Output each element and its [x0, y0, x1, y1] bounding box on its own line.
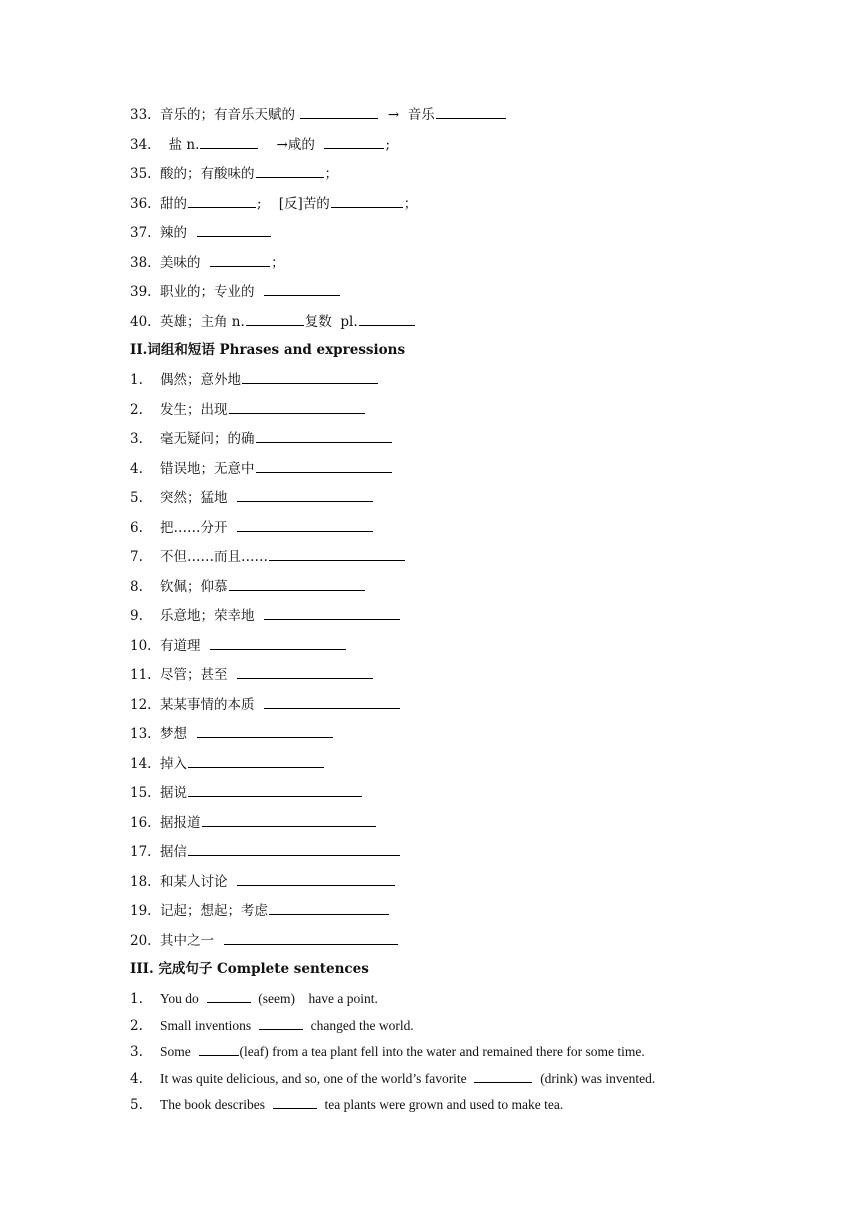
- section-3-heading: III. 完成句子 Complete sentences: [130, 961, 369, 977]
- item-number: 35.: [130, 166, 152, 182]
- answer-blank[interactable]: [237, 664, 373, 679]
- item-text: 复数 pl.: [304, 313, 358, 330]
- item-text: 据报道: [160, 814, 201, 831]
- answer-blank[interactable]: [188, 193, 256, 208]
- item-text: 不但……而且……: [160, 549, 268, 565]
- answer-blank[interactable]: [224, 930, 398, 945]
- answer-blank[interactable]: [256, 163, 324, 178]
- item-number: 15.: [130, 785, 152, 801]
- item-text: 掉入: [160, 755, 187, 772]
- item-text: (leaf) from a tea plant fell into the water and remained there for some time.: [239, 1044, 645, 1059]
- item-text: Small inventions: [160, 1017, 258, 1033]
- item-number: 14.: [130, 755, 152, 772]
- sentence-item-2: [130, 1015, 414, 1035]
- item-number: 16.: [130, 814, 152, 831]
- item-text: → 音乐: [379, 107, 435, 123]
- item-text: 职业的；专业的: [160, 284, 264, 300]
- answer-blank[interactable]: [264, 694, 400, 709]
- answer-blank[interactable]: [207, 988, 251, 1003]
- item-number: 34.: [130, 136, 152, 153]
- answer-blank[interactable]: [210, 252, 270, 267]
- item-text: 美味的: [160, 254, 210, 271]
- item-text: 音乐的；有音乐天赋的: [160, 107, 300, 123]
- sentence-item-3: [130, 1041, 645, 1061]
- item-text: 把……分开: [160, 519, 237, 536]
- item-text: 钦佩；仰慕: [160, 578, 228, 595]
- phrase-item-9: [130, 605, 401, 625]
- answer-blank[interactable]: [269, 546, 405, 561]
- phrase-item-12: [130, 694, 401, 714]
- item-number: 7.: [130, 549, 143, 565]
- item-text: 辣的: [160, 225, 196, 241]
- vocab-item-1: [130, 104, 507, 124]
- answer-blank[interactable]: [229, 576, 365, 591]
- phrase-item-11: [130, 664, 374, 684]
- vocab-item-2: [130, 134, 390, 154]
- answer-blank[interactable]: [197, 723, 333, 738]
- item-number: 40.: [130, 313, 152, 330]
- answer-blank[interactable]: [229, 399, 365, 414]
- vocab-item-8: [130, 311, 416, 331]
- item-text: (drink) was invented.: [533, 1070, 656, 1086]
- answer-blank[interactable]: [359, 311, 415, 326]
- item-number: 20.: [130, 932, 152, 949]
- answer-blank[interactable]: [188, 753, 324, 768]
- answer-blank[interactable]: [199, 1041, 239, 1056]
- phrase-item-5: [130, 487, 374, 507]
- vocab-item-5: [130, 222, 272, 242]
- item-text: 英雄；主角 n.: [160, 313, 245, 330]
- phrase-item-2: [130, 399, 366, 419]
- answer-blank[interactable]: [237, 517, 373, 532]
- vocab-item-3: [130, 163, 338, 183]
- item-text: 盐 n.: [160, 136, 200, 153]
- phrase-item-19: [130, 900, 390, 920]
- item-number: 37.: [130, 225, 152, 241]
- sentence-item-5: [130, 1094, 563, 1114]
- item-number: 12.: [130, 696, 152, 713]
- item-text: The book describes: [160, 1097, 272, 1112]
- phrase-item-15: [130, 782, 363, 802]
- answer-blank[interactable]: [200, 134, 258, 149]
- answer-blank[interactable]: [246, 311, 304, 326]
- item-text: 和某人讨论: [160, 873, 237, 890]
- item-text: ；: [271, 254, 285, 271]
- item-text: You do: [160, 991, 206, 1006]
- item-number: 1.: [130, 991, 143, 1007]
- item-number: 1.: [130, 372, 143, 388]
- phrase-item-7: [130, 546, 406, 566]
- item-number: 11.: [130, 667, 152, 683]
- item-number: 36.: [130, 195, 152, 212]
- answer-blank[interactable]: [210, 635, 346, 650]
- answer-blank[interactable]: [269, 900, 389, 915]
- item-text: 有道理: [160, 637, 210, 654]
- answer-blank[interactable]: [474, 1068, 532, 1083]
- item-number: 4.: [130, 1070, 143, 1087]
- item-number: 39.: [130, 284, 152, 300]
- phrase-item-13: [130, 723, 334, 743]
- answer-blank[interactable]: [264, 281, 340, 296]
- sentence-item-1: [130, 988, 378, 1008]
- item-text: 毫无疑问；的确: [160, 431, 255, 447]
- phrase-item-16: [130, 812, 377, 832]
- answer-blank[interactable]: [256, 458, 392, 473]
- item-number: 10.: [130, 637, 152, 654]
- answer-blank[interactable]: [188, 841, 400, 856]
- answer-blank[interactable]: [188, 782, 362, 797]
- answer-blank[interactable]: [324, 134, 384, 149]
- item-text: 乐意地；荣幸地: [160, 608, 264, 624]
- vocab-item-4: [130, 193, 417, 213]
- answer-blank[interactable]: [264, 605, 400, 620]
- item-number: 4.: [130, 460, 143, 477]
- item-number: 19.: [130, 903, 152, 919]
- item-text: 甜的: [160, 195, 187, 212]
- item-number: 17.: [130, 844, 152, 860]
- answer-blank[interactable]: [331, 193, 403, 208]
- answer-blank[interactable]: [197, 222, 271, 237]
- item-text: (seem) have a point.: [251, 991, 378, 1006]
- item-text: ；: [403, 195, 418, 212]
- item-text: 发生；出现: [160, 401, 228, 418]
- item-number: 18.: [130, 873, 152, 890]
- phrase-item-8: [130, 576, 366, 596]
- sentence-item-4: [130, 1068, 655, 1088]
- vocab-item-7: [130, 281, 341, 301]
- item-text: 据信: [160, 844, 187, 860]
- phrase-item-20: [130, 930, 399, 950]
- item-number: 2.: [130, 401, 143, 418]
- phrase-item-18: [130, 871, 396, 891]
- item-text: 记起；想起；考虑: [160, 903, 268, 919]
- item-number: 5.: [130, 490, 143, 506]
- answer-blank[interactable]: [237, 487, 373, 502]
- answer-blank[interactable]: [202, 812, 376, 827]
- item-number: 2.: [130, 1017, 143, 1034]
- item-text: 错误地；无意中: [160, 460, 255, 477]
- item-number: 38.: [130, 254, 152, 271]
- phrase-item-4: [130, 458, 393, 478]
- vocab-item-6: [130, 252, 285, 272]
- answer-blank[interactable]: [436, 104, 506, 119]
- item-text: 尽管；甚至: [160, 667, 237, 683]
- phrase-item-3: [130, 428, 393, 448]
- item-text: It was quite delicious, and so, one of the world’s favorite: [160, 1070, 474, 1086]
- item-text: 突然；猛地: [160, 490, 237, 506]
- item-text: 某某事情的本质: [160, 696, 264, 713]
- answer-blank[interactable]: [256, 428, 392, 443]
- item-number: 33.: [130, 107, 152, 123]
- item-text: changed the world.: [303, 1017, 414, 1033]
- phrase-item-6: [130, 517, 374, 537]
- item-number: 3.: [130, 1044, 143, 1060]
- section-2-heading: II.词组和短语 Phrases and expressions: [130, 342, 406, 358]
- phrase-item-17: [130, 841, 401, 861]
- item-number: 5.: [130, 1097, 143, 1113]
- answer-blank[interactable]: [300, 104, 378, 119]
- answer-blank[interactable]: [237, 871, 395, 886]
- item-text: 据说: [160, 785, 187, 801]
- item-text: 其中之一: [160, 932, 223, 949]
- item-text: ; [反]苦的: [257, 195, 330, 212]
- item-text: Some: [160, 1044, 198, 1059]
- item-text: ；: [324, 166, 338, 182]
- item-text: tea plants were grown and used to make tea.: [317, 1097, 564, 1112]
- answer-blank[interactable]: [259, 1015, 303, 1030]
- phrase-item-14: [130, 753, 325, 773]
- item-number: 13.: [130, 726, 152, 742]
- item-text: →咸的: [259, 136, 324, 153]
- item-number: 6.: [130, 519, 143, 536]
- item-number: 8.: [130, 578, 143, 595]
- item-text: 梦想: [160, 726, 196, 742]
- phrase-item-10: [130, 635, 347, 655]
- item-number: 3.: [130, 431, 143, 447]
- item-text: 酸的；有酸味的: [160, 166, 255, 182]
- answer-blank[interactable]: [273, 1094, 317, 1109]
- phrase-item-1: [130, 369, 379, 389]
- item-text: ;: [385, 136, 390, 153]
- answer-blank[interactable]: [242, 369, 378, 384]
- item-text: 偶然；意外地: [160, 372, 241, 388]
- item-number: 9.: [130, 608, 143, 624]
